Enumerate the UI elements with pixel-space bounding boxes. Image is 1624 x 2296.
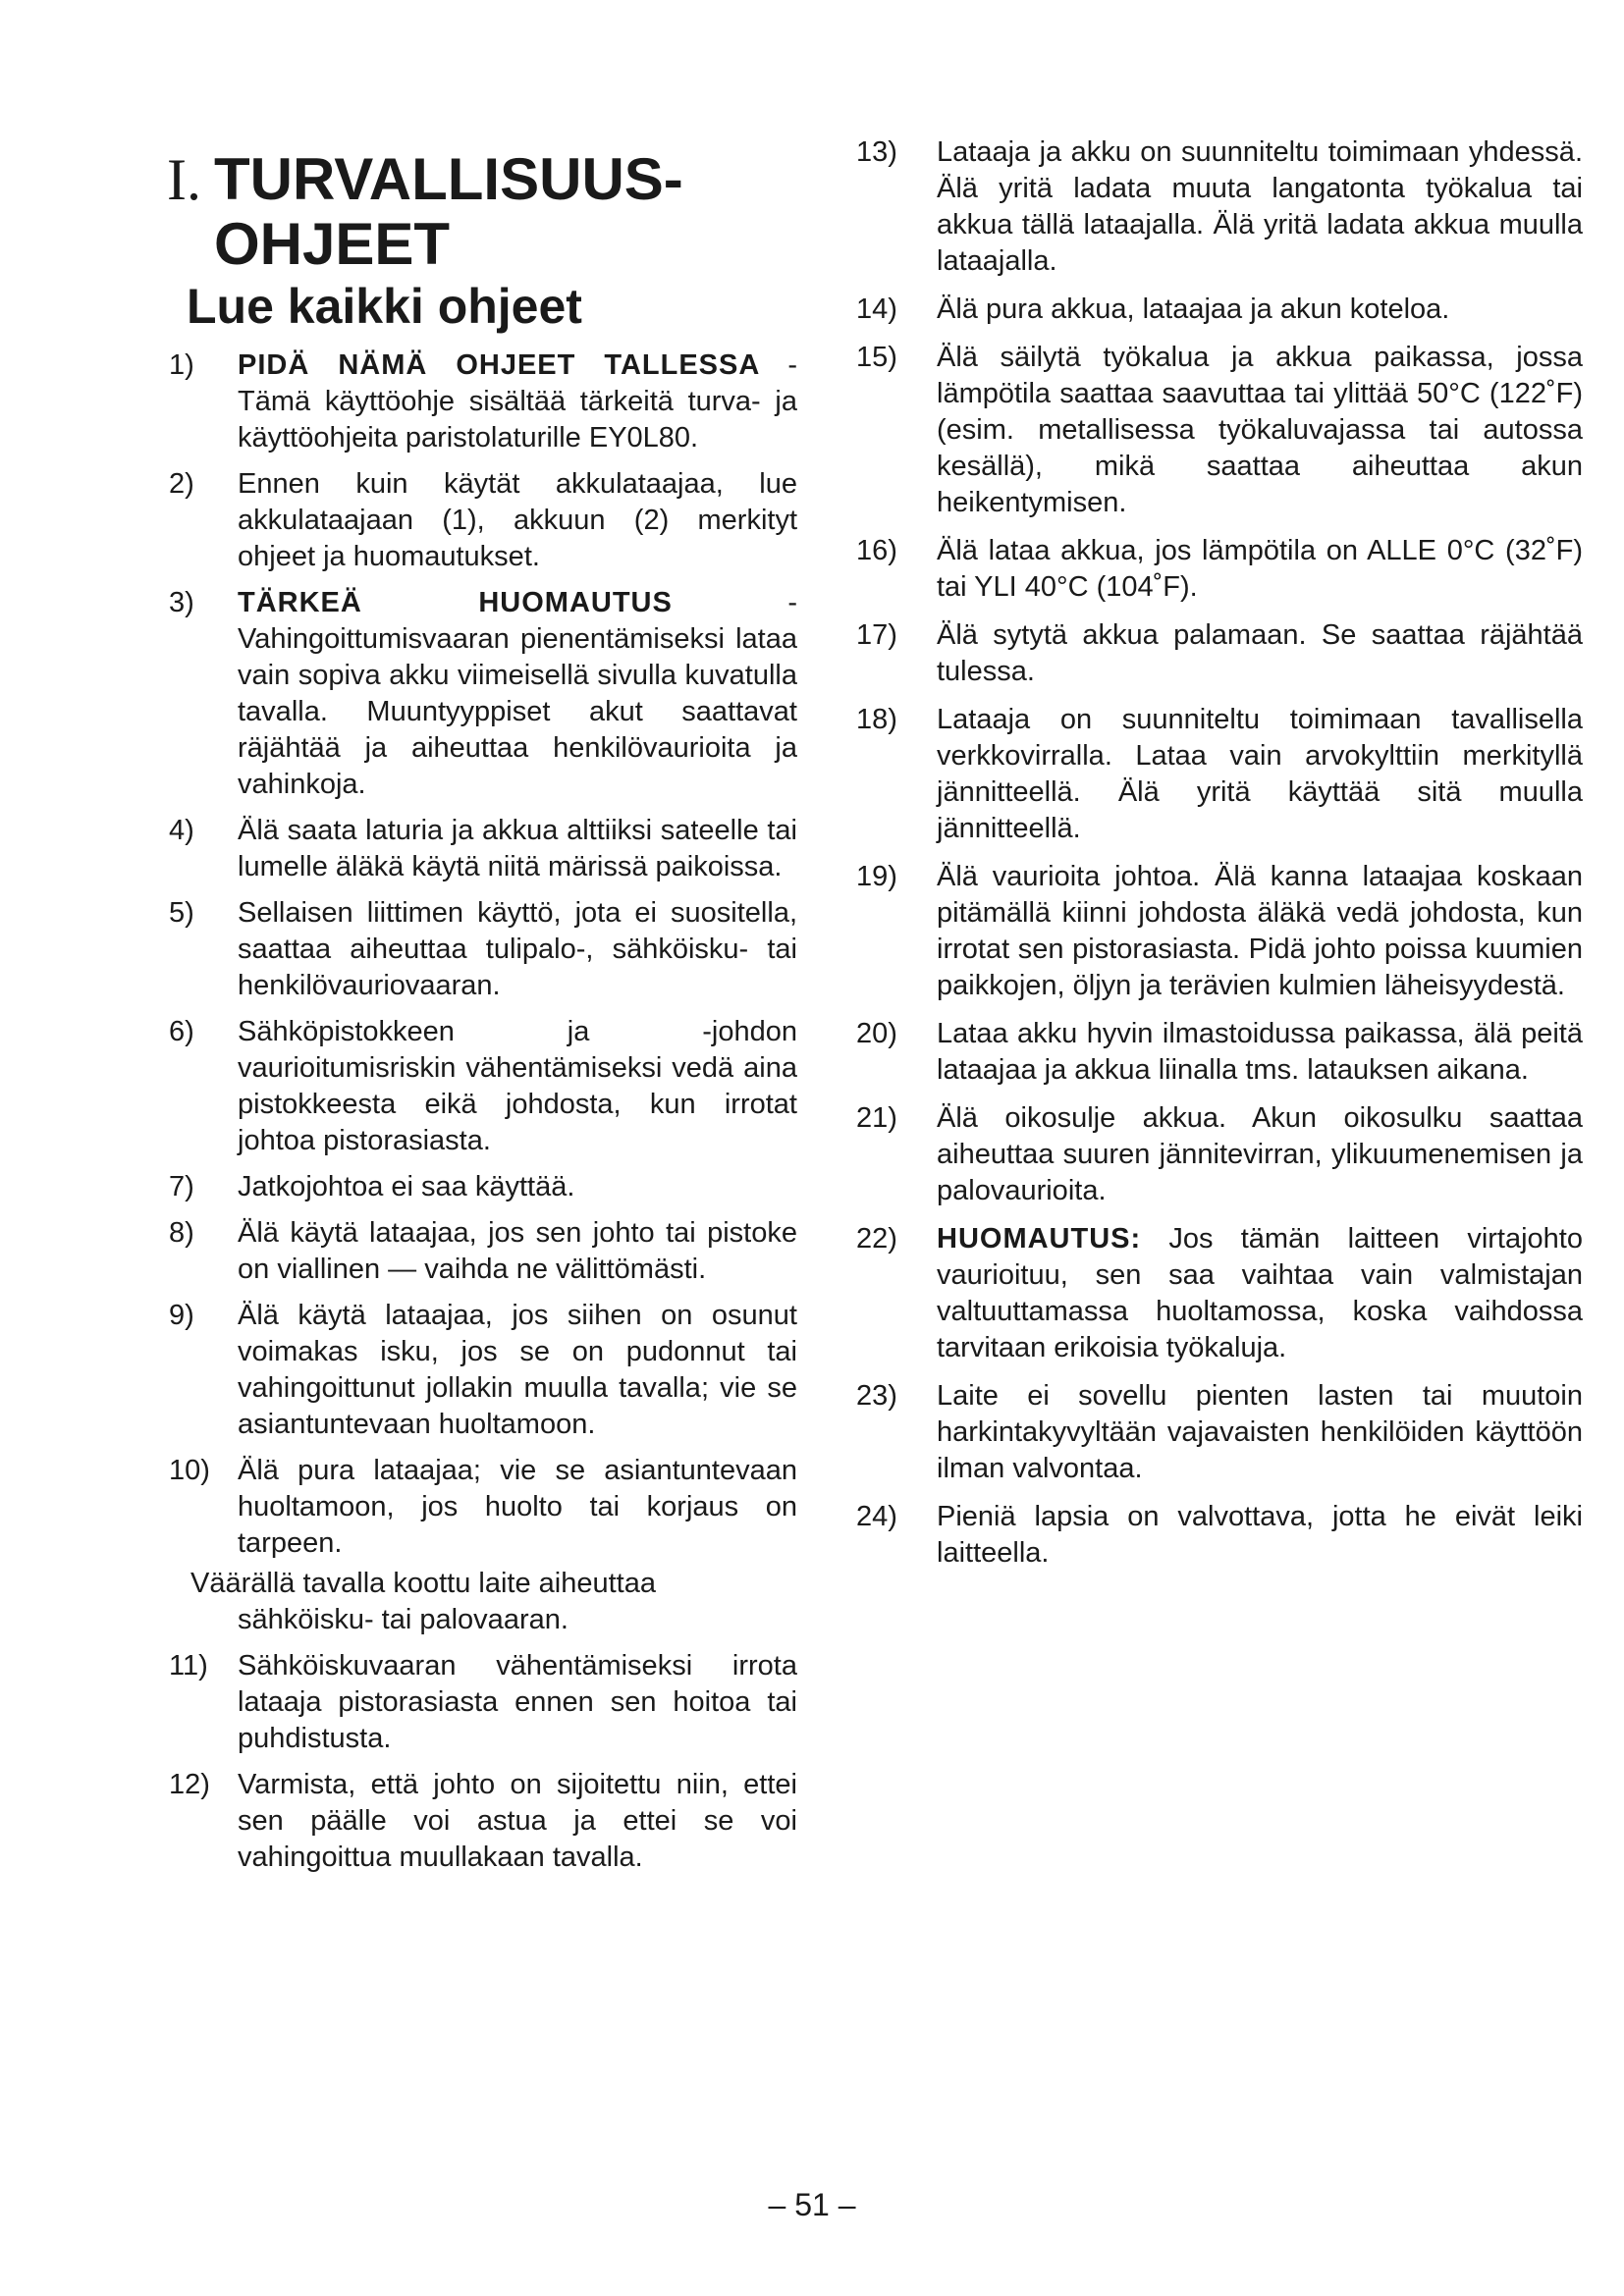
page-number: – 51 – bbox=[768, 2187, 856, 2222]
safety-item-2 bbox=[169, 466, 797, 575]
item-text: Älä saata laturia ja akkua alttiiksi sateelle tai lumelle äläkä käytä niitä märissä paikoissa. bbox=[238, 815, 797, 882]
safety-item-10 bbox=[169, 1453, 797, 1562]
item-number: 16) bbox=[856, 535, 897, 566]
item-text: Älä lataa akkua, jos lämpötila on ALLE 0°C (32˚F) tai YLI 40°C (104˚F). bbox=[937, 535, 1583, 603]
safety-item-24 bbox=[856, 1499, 1583, 1572]
item-text: Jatkojohtoa ei saa käyttää. bbox=[238, 1171, 575, 1202]
safety-item-4 bbox=[169, 813, 797, 885]
safety-item-5 bbox=[169, 895, 797, 1004]
item-number: 15) bbox=[856, 342, 897, 373]
item-number: 23) bbox=[856, 1380, 897, 1412]
item-text: Varmista, että johto on sijoitettu niin, ettei sen päälle voi astua ja ettei se voi vahingoittua muullakaan tavalla. bbox=[238, 1769, 797, 1873]
item-text: Laite ei sovellu pienten lasten tai muutoin harkintakyvyltään vajavaisten henkilöiden käyttöön ilman valvontaa. bbox=[937, 1380, 1583, 1484]
item-text: Ennen kuin käytät akkulataajaa, lue akkulataajaan (1), akkuun (2) merkityt ohjeet ja huomautukset. bbox=[238, 468, 797, 572]
safety-item-16 bbox=[856, 533, 1583, 606]
item-text: Lataaja ja akku on suunniteltu toimimaan yhdessä. Älä yritä ladata muuta langatonta työkalua tai akkua tällä lataajalla. Älä yritä ladata akkua muulla lataajalla. bbox=[937, 136, 1583, 277]
item-number: 2) bbox=[169, 468, 194, 500]
item-text: - Vahingoittumisvaaran pienentämiseksi lataa vain sopiva akku viimeisellä sivulla kuvatulla tavalla. Muuntyyppiset akut saattavat räjähtää ja aiheuttaa henkilövaurioita ja vahinkoja. bbox=[238, 587, 797, 800]
safety-item-11 bbox=[169, 1648, 797, 1757]
item-number: 17) bbox=[856, 619, 897, 651]
safety-item-12 bbox=[169, 1767, 797, 1876]
safety-item-6 bbox=[169, 1014, 797, 1159]
safety-item-3 bbox=[169, 585, 797, 803]
safety-item-20 bbox=[856, 1016, 1583, 1089]
safety-item-21 bbox=[856, 1100, 1583, 1209]
safety-item-8 bbox=[169, 1215, 797, 1288]
safety-item-17 bbox=[856, 617, 1583, 690]
item-text: Älä käytä lataajaa, jos sen johto tai pistoke on viallinen — vaihda ne välittömästi. bbox=[238, 1217, 797, 1285]
item-text: Lataaja on suunniteltu toimimaan tavallisella verkkovirralla. Lataa vain arvokylttiin merkityllä jännitteellä. Älä yritä käyttää sitä muulla jännitteellä. bbox=[937, 704, 1583, 844]
item-text: Älä sytytä akkua palamaan. Se saattaa räjähtää tulessa. bbox=[937, 619, 1583, 687]
safety-item-7 bbox=[169, 1169, 797, 1205]
item-number: 12) bbox=[169, 1769, 210, 1800]
item-text: Älä pura lataajaa; vie se asiantuntevaan huoltamoon, jos huolto tai korjaus on tarpeen. bbox=[238, 1455, 797, 1559]
section-number: I. bbox=[167, 147, 201, 212]
section-subtitle: Lue kaikki ohjeet bbox=[187, 279, 582, 334]
item-number: 20) bbox=[856, 1018, 897, 1049]
item-number: 14) bbox=[856, 294, 897, 325]
item-text: - Tämä käyttöohje sisältää tärkeitä turva- ja käyttöohjeita paristolaturille EY0L80. bbox=[238, 349, 797, 454]
safety-item-1 bbox=[169, 347, 797, 456]
item-number: 7) bbox=[169, 1171, 194, 1202]
item-emphasis: PIDÄ NÄMÄ OHJEET TALLESSA bbox=[238, 349, 761, 381]
item-text: Älä käytä lataajaa, jos siihen on osunut voimakas isku, jos se on pudonnut tai vahingoittunut jollakin muulla tavalla; vie se asiantuntevaan huoltamoon. bbox=[238, 1300, 797, 1440]
item-text: Älä oikosulje akkua. Akun oikosulku saattaa aiheuttaa suuren jännitevirran, ylikuumenemisen ja palovaurioita. bbox=[937, 1102, 1583, 1206]
item-number: 22) bbox=[856, 1223, 897, 1255]
safety-note-assembly: Väärällä tavalla koottu laite aiheuttaa sähköisku- tai palovaaran. bbox=[190, 1568, 656, 1635]
safety-item-22 bbox=[856, 1221, 1583, 1366]
safety-item-14 bbox=[856, 292, 1583, 328]
safety-item-15 bbox=[856, 340, 1583, 521]
item-text: Sähköpistokkeen ja -johdon vaurioitumisriskin vähentämiseksi vedä aina pistokkeesta eikä johdosta, kun irrotat johtoa pistorasiasta. bbox=[238, 1016, 797, 1156]
item-number: 10) bbox=[169, 1455, 210, 1486]
safety-item-19 bbox=[856, 859, 1583, 1004]
safety-list-right bbox=[856, 134, 1583, 1583]
item-number: 9) bbox=[169, 1300, 194, 1331]
item-text: Älä pura akkua, lataajaa ja akun koteloa. bbox=[937, 294, 1450, 325]
section-title: TURVALLISUUS-OHJEET bbox=[214, 146, 683, 277]
item-text: Jos tämän laitteen virtajohto vaurioituu, sen saa vaihtaa vain valmistajan valtuuttamassa huoltamossa, koska vaihdossa tarvitaan erikoisia työkaluja. bbox=[937, 1223, 1583, 1363]
item-number: 4) bbox=[169, 815, 194, 846]
safety-item-23 bbox=[856, 1378, 1583, 1487]
item-number: 13) bbox=[856, 136, 897, 168]
item-emphasis: HUOMAUTUS: bbox=[937, 1223, 1142, 1255]
safety-item-13 bbox=[856, 134, 1583, 280]
item-number: 5) bbox=[169, 897, 194, 929]
safety-list-left bbox=[169, 347, 797, 1886]
item-number: 1) bbox=[169, 349, 194, 381]
item-text: Sähköiskuvaaran vähentämiseksi irrota lataaja pistorasiasta ennen sen hoitoa tai puhdistusta. bbox=[238, 1650, 797, 1754]
item-emphasis: TÄRKEÄ HUOMAUTUS bbox=[238, 587, 673, 618]
item-text: Sellaisen liittimen käyttö, jota ei suositella, saattaa aiheuttaa tulipalo-, sähköisku- tai henkilövauriovaaran. bbox=[238, 897, 797, 1001]
item-text: Pieniä lapsia on valvottava, jotta he eivät leiki laitteella. bbox=[937, 1501, 1583, 1569]
item-text: Älä vaurioita johtoa. Älä kanna lataajaa koskaan pitämällä kiinni johdosta äläkä vedä johdosta, kun irrotat sen pistorasiasta. Pidä johto poissa kuumien paikkojen, öljyn ja terävien kulmien läheisyydestä. bbox=[937, 861, 1583, 1001]
item-number: 19) bbox=[856, 861, 897, 892]
item-number: 3) bbox=[169, 587, 194, 618]
item-number: 24) bbox=[856, 1501, 897, 1532]
item-text: Älä säilytä työkalua ja akkua paikassa, jossa lämpötila saattaa saavuttaa tai ylittää 50°C (122˚F) (esim. metallisessa työkaluvajassa tai autossa kesällä), mikä saattaa aiheuttaa akun heikentymisen. bbox=[937, 342, 1583, 518]
item-number: 11) bbox=[169, 1650, 208, 1682]
item-number: 18) bbox=[856, 704, 897, 735]
item-number: 6) bbox=[169, 1016, 194, 1047]
item-number: 21) bbox=[856, 1102, 897, 1134]
safety-item-18 bbox=[856, 702, 1583, 847]
safety-item-9 bbox=[169, 1298, 797, 1443]
item-text: Lataa akku hyvin ilmastoidussa paikassa, älä peitä lataajaa ja akkua liinalla tms. latauksen aikana. bbox=[937, 1018, 1583, 1086]
item-number: 8) bbox=[169, 1217, 194, 1249]
